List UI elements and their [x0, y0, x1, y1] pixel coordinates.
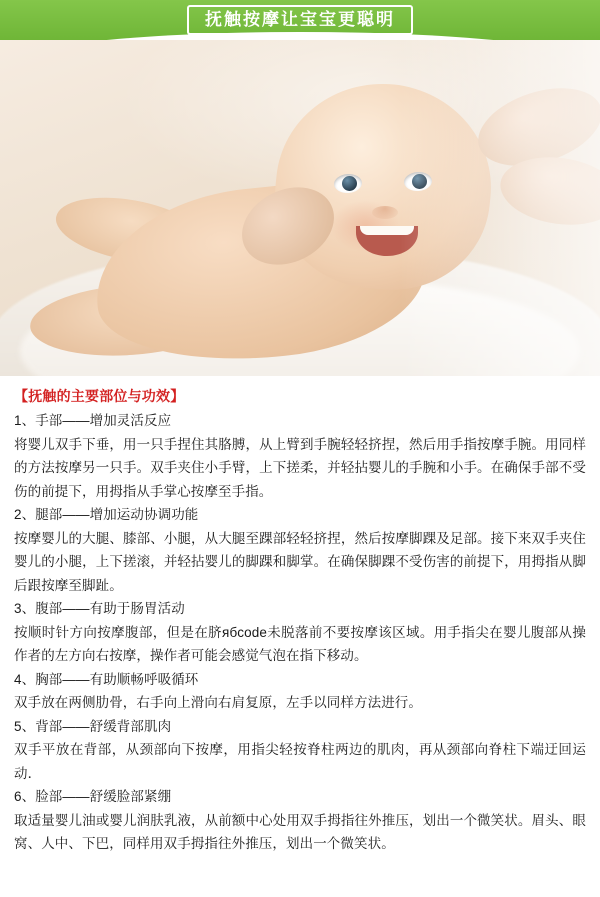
article-content: [0, 376, 600, 856]
item-body: 按摩婴儿的大腿、膝部、小腿，从大腿至踝部轻轻挤捏，然后按摩脚踝及足部。接下来双手夹住婴儿的小腿，上下搓滚，并轻拈婴儿的脚踝和脚掌。在确保脚踝不受伤害的前提下，用拇指从脚后跟按摩至脚趾。: [14, 530, 586, 593]
item-body: 将婴儿双手下垂，用一只手捏住其胳膊，从上臂到手腕轻轻挤捏，然后用手指按摩手腕。用同样的方法按摩另一只手。双手夹住小手臂，上下搓柔，并轻拈婴儿的手腕和小手。在确保手部不受伤的前提下，用拇指从手掌心按摩至手指。: [14, 436, 586, 499]
item-title: 6、脸部——舒缓脸部紧绷: [14, 789, 172, 804]
content-item: [14, 409, 586, 503]
content-item: [14, 785, 586, 856]
content-item: [14, 668, 586, 715]
item-title: 3、腹部——有助于肠胃活动: [14, 601, 185, 616]
item-title: 1、手部——增加灵活反应: [14, 413, 172, 428]
banner-title-frame: [187, 5, 413, 35]
item-body: 按顺时针方向按摩腹部，但是在脐ябcode未脱落前不要按摩该区域。用手指尖在婴儿腹部从操作者的左方向右按摩，操作者可能会感觉气泡在指下移动。: [14, 624, 586, 663]
banner-title: 抚触按摩让宝宝更聪明: [205, 10, 395, 29]
item-body: 双手平放在背部，从颈部向下按摩，用指尖轻按脊柱两边的肌肉，再从颈部向脊柱下端迂回运动．: [14, 742, 586, 781]
item-title: 5、背部——舒缓背部肌肉: [14, 718, 172, 734]
baby-pupil-left-shape: [342, 176, 357, 191]
header-banner: [0, 0, 600, 40]
content-item: [14, 503, 586, 597]
baby-massage-photo: [0, 40, 600, 376]
content-item: [14, 715, 586, 786]
content-item: [14, 597, 586, 668]
item-body: 取适量婴儿油或婴儿润肤乳液，从前额中心处用双手拇指往外推压，划出一个微笑状。眉头、眼窝、人中、下巴，同样用双手拇指往外推压，划出一个微笑状。: [14, 812, 586, 851]
section-heading: 【抚触的主要部位与功效】: [14, 388, 185, 404]
item-title: 4、胸部——有助顺畅呼吸循环: [14, 671, 199, 687]
photo-soft-blur-overlay: [400, 40, 600, 376]
item-body: 双手放在两侧肋骨，右手向上滑向右肩复原，左手以同样方法进行。: [14, 695, 422, 710]
baby-nose-shape: [372, 206, 398, 219]
item-title: 2、腿部——增加运动协调功能: [14, 507, 199, 522]
